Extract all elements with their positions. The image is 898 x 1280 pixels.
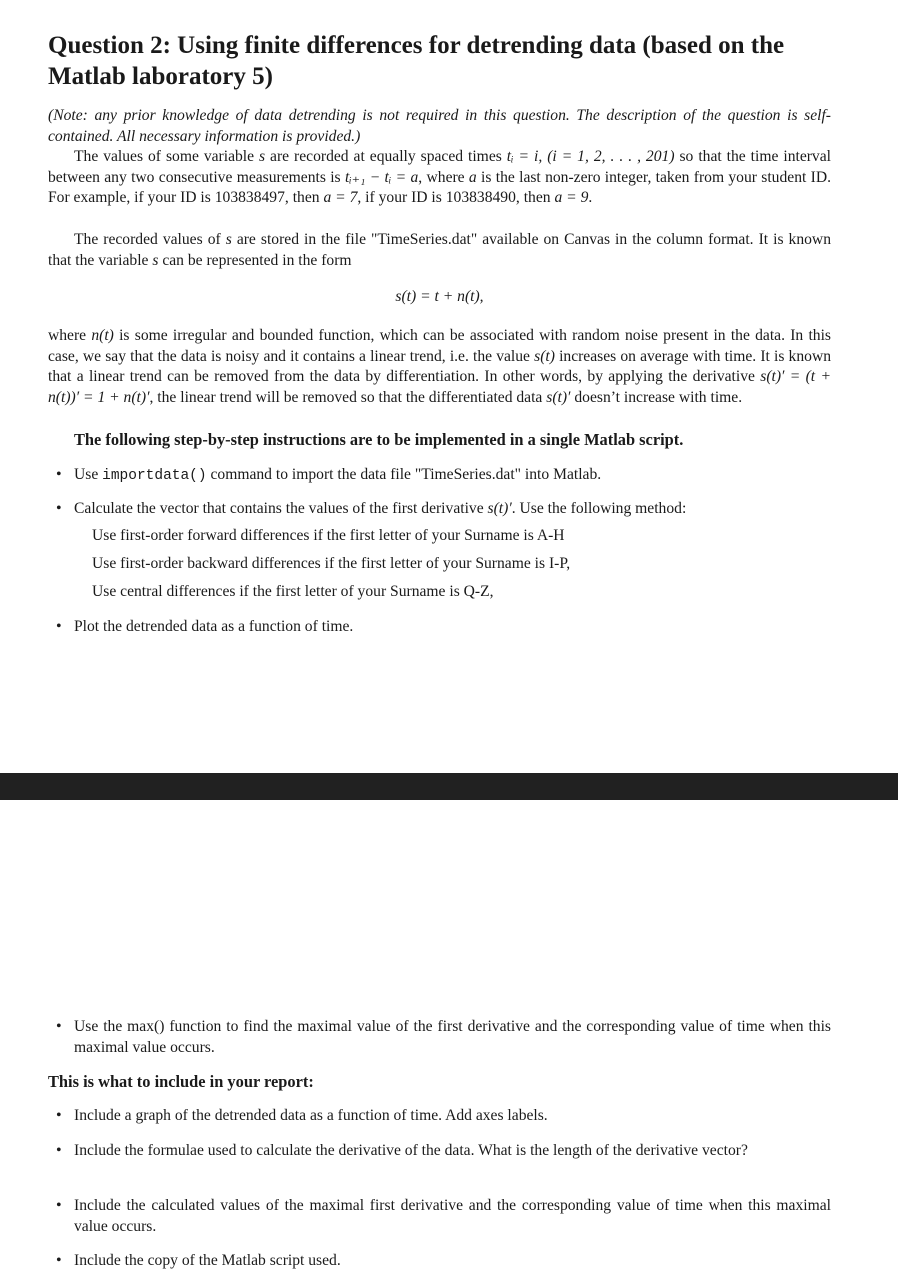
text: The recorded values of (74, 231, 226, 248)
method-central: Use central differences if the first letter of your Surname is Q-Z, (92, 583, 494, 600)
separator-bar (0, 773, 898, 800)
text: are recorded at equally spaced times (265, 148, 507, 165)
text: is the last non-zero integer, taken from your student ID. For example, if your ID is 103838497, then (48, 168, 831, 207)
bullet-import (74, 465, 831, 487)
text: so that the time interval between any two consecutive measurements is (48, 148, 831, 186)
text: Calculate the vector that contains the values of the first derivative (74, 500, 488, 517)
math-times: tᵢ = i, (i = 1, 2, . . . , 201) (506, 148, 675, 165)
instructions-heading: The following step-by-step instructions are to be implemented in a single Matlab script. (74, 430, 684, 449)
text: doesn’t increase with time. (570, 388, 743, 406)
text: , the linear trend will be removed so that the differentiated data (149, 388, 547, 406)
math-a-9: a = 9 (554, 189, 589, 207)
report-heading: This is what to include in your report: (48, 1072, 314, 1091)
paragraph-trend (48, 326, 831, 408)
report-item-script: • Include the copy of the Matlab script used. (74, 1251, 831, 1272)
math-a-7: a = 7 (323, 189, 358, 207)
math-st-prime: s(t)′ (487, 500, 512, 517)
bullet-plot: • Plot the detrended data as a function of time. (74, 617, 831, 638)
text: are stored in the file "TimeSeries.dat" available on Canvas in the column format. It is known that the variable (48, 231, 831, 269)
text: increases on average with time. It is known that a linear trend can be removed from the data by differentiation. In other words, by applying the derivative (48, 347, 831, 386)
text: where (48, 327, 92, 344)
note-paragraph: (Note: any prior knowledge of data detrending is not required in this question. The description of the question is self-contained. All necessary information is provided.) (48, 107, 831, 145)
text: is some irregular and bounded function, which can be associated with random noise present in the data. In this case, we say that the data is noisy and it contains a linear trend, i.e. the value (48, 327, 831, 365)
math-st: s(t) (534, 347, 555, 365)
text: can be represented in the form (158, 251, 352, 269)
math-derivative: s(t)′ = (t + n(t))′ = 1 + n(t)′ (48, 368, 831, 406)
math-a: a (468, 168, 477, 186)
report-item-graph: • Include a graph of the detrended data as a function of time. Add axes labels. (74, 1106, 831, 1127)
text: command to import the data file "TimeSeries.dat" into Matlab. (206, 466, 602, 483)
text: , where (418, 168, 469, 186)
report-item-formulae: • Include the formulae used to calculate the derivative of the data. What is the length of the derivative vector? (74, 1141, 831, 1162)
text: . (588, 189, 593, 207)
method-backward: Use first-order backward differences if the first letter of your Surname is I-P, (92, 555, 571, 572)
math-s: s (225, 231, 232, 248)
paragraph-file (48, 230, 831, 271)
display-equation: s(t) = t + n(t), (395, 288, 484, 305)
code-importdata: importdata() (102, 468, 207, 484)
math-nt: n(t) (91, 327, 114, 344)
text: . Use the following method: (511, 500, 687, 517)
math-s: s (152, 251, 159, 269)
report-item-max-values: • Include the calculated values of the maximal first derivative and the corresponding value of time when this maximal value occurs. (74, 1196, 831, 1237)
text: The values of some variable (74, 148, 260, 165)
method-forward: Use first-order forward differences if the first letter of your Surname is A-H (92, 527, 565, 544)
math-s: s (259, 148, 266, 165)
bullet-derivative (74, 499, 831, 520)
bullet-max: • Use the max() function to find the maximal value of the first derivative and the corresponding value of time when this maximal value occurs. (74, 1017, 831, 1058)
text: Use (74, 466, 103, 483)
math-interval: tᵢ₊₁ − tᵢ = a (344, 168, 419, 186)
text: , if your ID is 103838490, then (357, 189, 555, 207)
question-title: Question 2: Using finite differences for detrending data (based on the Matlab laboratory 5) (48, 32, 785, 90)
math-st-prime: s(t)′ (546, 388, 571, 406)
paragraph-measurements (48, 147, 831, 209)
